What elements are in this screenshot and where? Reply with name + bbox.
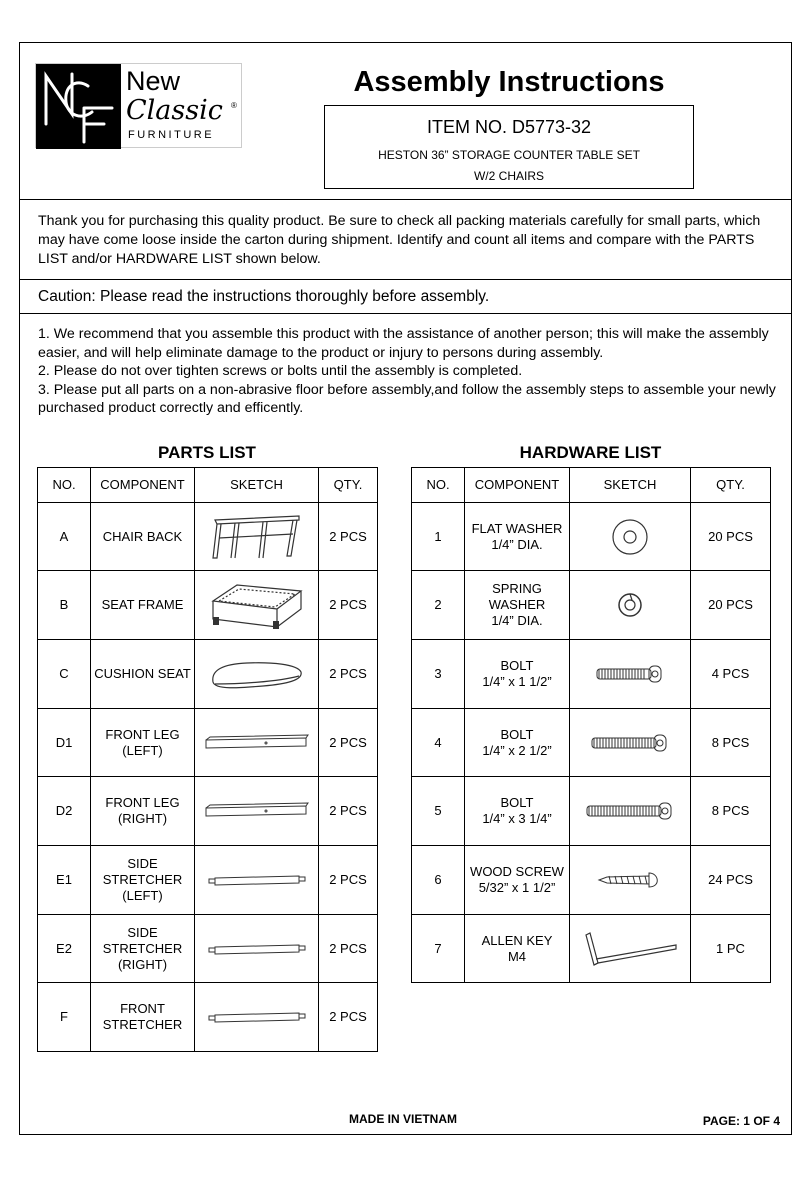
component-name: SIDE STRETCHER (LEFT) [91, 846, 195, 915]
quantity: 2 PCS [319, 777, 378, 846]
table-header-row [412, 468, 771, 503]
registered-mark: ® [231, 101, 237, 110]
table-row [38, 503, 378, 571]
divider [19, 199, 792, 200]
quantity: 4 PCS [691, 640, 771, 709]
quantity: 2 PCS [319, 915, 378, 983]
quantity: 2 PCS [319, 709, 378, 777]
part-number: C [38, 640, 91, 709]
component-name: FRONT STRETCHER [91, 983, 195, 1052]
hardware-table [411, 467, 771, 983]
page-title: Assembly Instructions [353, 66, 665, 98]
table-row [38, 777, 378, 846]
quantity: 24 PCS [691, 846, 771, 915]
recommendation-1: 1. We recommend that you assemble this product with the assistance of another person; this will make the assembly easier, and will help eliminate damage to the product or injury to persons during assembly. [38, 326, 769, 361]
header-no: NO. [412, 468, 465, 503]
table-row [412, 915, 771, 983]
header-component: COMPONENT [91, 468, 195, 503]
quantity: 1 PC [691, 915, 771, 983]
spring-washer-icon [570, 571, 691, 640]
component-name: BOLT 1/4” x 3 1/4” [465, 777, 570, 846]
component-name: CHAIR BACK [91, 503, 195, 571]
recommendations [38, 325, 782, 418]
table-row [38, 915, 378, 983]
recommendation-2: 2. Please do not over tighten screws or bolts until the assembly is completed. [38, 363, 523, 379]
part-number: 7 [412, 915, 465, 983]
quantity: 2 PCS [319, 571, 378, 640]
table-row [412, 640, 771, 709]
component-name: FLAT WASHER 1/4” DIA. [465, 503, 570, 571]
chair-back-icon [195, 503, 319, 571]
part-number: A [38, 503, 91, 571]
header-component: COMPONENT [465, 468, 570, 503]
part-number: E1 [38, 846, 91, 915]
cushion-seat-icon [195, 640, 319, 709]
component-name: BOLT 1/4” x 2 1/2” [465, 709, 570, 777]
part-number: E2 [38, 915, 91, 983]
table-row [38, 709, 378, 777]
hardware-list-title: HARDWARE LIST [519, 443, 662, 462]
component-name: SPRING WASHER 1/4” DIA. [465, 571, 570, 640]
component-name: FRONT LEG (RIGHT) [91, 777, 195, 846]
allen-key-icon [570, 915, 691, 983]
quantity: 2 PCS [319, 503, 378, 571]
thank-you-text: Thank you for purchasing this quality product. Be sure to check all packing materials carefully for small parts, which may have come loose inside the carton during shipment. Identify and count all items and compare with the PARTS LIST and/or HARDWARE LIST shown below. [38, 213, 761, 267]
quantity: 2 PCS [319, 983, 378, 1052]
quantity: 20 PCS [691, 503, 771, 571]
divider [19, 279, 792, 280]
brand-line3: FURNITURE [128, 129, 215, 141]
item-box [324, 105, 694, 189]
component-name: FRONT LEG (LEFT) [91, 709, 195, 777]
flat-washer-icon [570, 503, 691, 571]
table-row [412, 709, 771, 777]
quantity: 2 PCS [319, 640, 378, 709]
part-number: 5 [412, 777, 465, 846]
table-row [38, 846, 378, 915]
component-name: SIDE STRETCHER (RIGHT) [91, 915, 195, 983]
component-name: BOLT 1/4” x 1 1/2” [465, 640, 570, 709]
stretcher-icon [195, 983, 319, 1052]
ncf-monogram-icon [36, 64, 121, 149]
item-number: ITEM NO. D5773-32 [426, 117, 592, 137]
brand-line1: New [126, 66, 181, 96]
component-name: WOOD SCREW 5/32” x 1 1/2” [465, 846, 570, 915]
part-number: 6 [412, 846, 465, 915]
leg-icon [195, 709, 319, 777]
component-name: ALLEN KEY M4 [465, 915, 570, 983]
part-number: D2 [38, 777, 91, 846]
bolt-medium-icon [570, 709, 691, 777]
parts-table [37, 467, 378, 1052]
part-number: 4 [412, 709, 465, 777]
part-number: 2 [412, 571, 465, 640]
part-number: F [38, 983, 91, 1052]
brand-logo [35, 63, 242, 148]
stretcher-icon [195, 846, 319, 915]
part-number: D1 [38, 709, 91, 777]
header-sketch: SKETCH [195, 468, 319, 503]
table-header-row [38, 468, 378, 503]
item-description: HESTON 36” STORAGE COUNTER TABLE SET [378, 148, 640, 162]
page-number: PAGE: 1 OF 4 [702, 1114, 780, 1128]
item-description-line2: W/2 CHAIRS [473, 169, 544, 183]
header-no: NO. [38, 468, 91, 503]
bolt-long-icon [570, 777, 691, 846]
caution-text: Caution: Please read the instructions thoroughly before assembly. [38, 288, 490, 305]
parts-list-title: PARTS LIST [158, 443, 256, 462]
brand-line2: Classic [126, 95, 223, 126]
stretcher-icon [195, 915, 319, 983]
made-in-label: MADE IN VIETNAM [349, 1112, 457, 1126]
part-number: B [38, 571, 91, 640]
table-row [38, 571, 378, 640]
seat-frame-icon [195, 571, 319, 640]
leg-icon [195, 777, 319, 846]
wood-screw-icon [570, 846, 691, 915]
table-row [38, 983, 378, 1052]
quantity: 8 PCS [691, 777, 771, 846]
header-qty: QTY. [691, 468, 771, 503]
quantity: 2 PCS [319, 846, 378, 915]
quantity: 20 PCS [691, 571, 771, 640]
component-name: CUSHION SEAT [91, 640, 195, 709]
part-number: 1 [412, 503, 465, 571]
divider [19, 313, 792, 314]
header-qty: QTY. [319, 468, 378, 503]
table-row [412, 846, 771, 915]
table-row [38, 640, 378, 709]
quantity: 8 PCS [691, 709, 771, 777]
part-number: 3 [412, 640, 465, 709]
table-row [412, 503, 771, 571]
component-name: SEAT FRAME [91, 571, 195, 640]
bolt-short-icon [570, 640, 691, 709]
table-row [412, 777, 771, 846]
table-row [412, 571, 771, 640]
recommendation-3: 3. Please put all parts on a non-abrasive floor before assembly,and follow the assembly steps to assemble your newly purchased product correctly and efficently. [38, 381, 776, 416]
header-sketch: SKETCH [570, 468, 691, 503]
